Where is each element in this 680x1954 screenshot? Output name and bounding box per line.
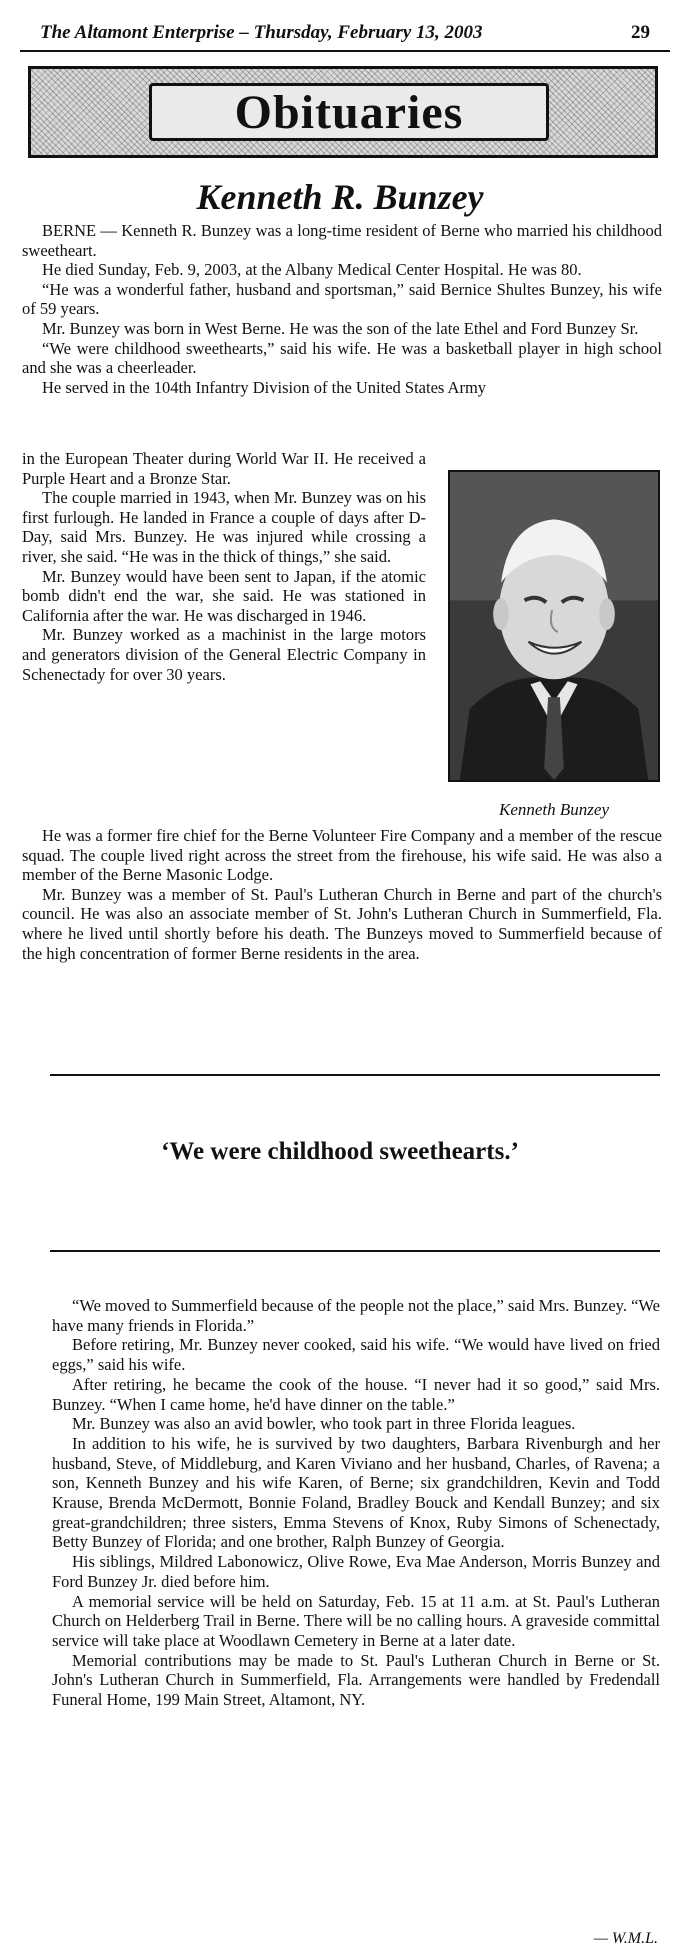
pull-quote-rule-top: [50, 1074, 660, 1076]
section-title: Obituaries: [149, 83, 549, 141]
paragraph: In addition to his wife, he is survived by two daughters, Barbara Rivenburgh and her husband, Steve, of Middleburg, and Karen Viviano and her husband, Charles, of Ravena; a son, Kenneth Bunzey and his wife Karen, of Berne; six grandchildren, Kevin and Todd Krause, Brenda McDermott, Bonnie Foland, Bradley Bouck and Kendall Bunzey; and six great-grandchildren; three sisters, Emma Stevens of Knox, Ruby Simons of Schenectady, Betty Bunzey of Florida; and one brother, Ralph Bunzey of Georgia.: [52, 1433, 660, 1552]
paragraph: A memorial service will be held on Saturday, Feb. 15 at 11 a.m. at St. Paul's Lutheran Church on Helderberg Trail in Berne. There will be no calling hours. A graveside committal service will take place at Woodlawn Cemetery in Berne at a later date.: [52, 1591, 660, 1650]
paragraph: “We moved to Summerfield because of the people not the place,” said Mrs. Bunzey. “We have many friends in Florida.”: [52, 1296, 660, 1335]
page-number: 29: [631, 22, 650, 43]
paragraph: Mr. Bunzey was a member of St. Paul's Lutheran Church in Berne and part of the church's council. He was also an associate member of St. John's Lutheran Church in Summerfield, Fla. where he lived until shortly before his death. The Bunzeys moved to Summerfield because of the high concentration of former Berne residents in the area.: [22, 884, 662, 963]
paragraph: Mr. Bunzey worked as a machinist in the large motors and generators division of the General Electric Company in Schenectady for over 30 years.: [22, 625, 426, 684]
pull-quote: ‘We were childhood sweethearts.’: [161, 1138, 519, 1165]
paragraph: in the European Theater during World War II. He received a Purple Heart and a Bronze Star.: [22, 449, 426, 488]
author-signoff: — W.M.L.: [593, 1930, 658, 1947]
obituary-name: Kenneth R. Bunzey: [196, 177, 484, 217]
pull-quote-rule-bottom: [50, 1250, 660, 1252]
photo-caption: Kenneth Bunzey: [499, 800, 609, 819]
paragraph: Mr. Bunzey would have been sent to Japan, if the atomic bomb didn't end the war, she said. He was stationed in California after the war. He was discharged in 1946.: [22, 566, 426, 625]
article-body-bottom: [52, 1296, 660, 1710]
article-body-beside-photo: [22, 449, 426, 684]
portrait-photo: [448, 470, 660, 782]
paragraph: “He was a wonderful father, husband and sportsman,” said Bernice Shultes Bunzey, his wife of 59 years.: [22, 279, 662, 319]
masthead-text: The Altamont Enterprise – Thursday, February 13, 2003: [40, 22, 483, 43]
portrait-illustration: [450, 472, 658, 780]
article-body-continued: [22, 826, 662, 963]
paragraph: He died Sunday, Feb. 9, 2003, at the Albany Medical Center Hospital. He was 80.: [42, 260, 582, 280]
masthead-line: [40, 22, 650, 44]
paragraph: After retiring, he became the cook of the house. “I never had it so good,” said Mrs. Bunzey. “When I came home, he'd have dinner on the table.”: [52, 1374, 660, 1414]
section-banner: [28, 66, 658, 158]
paragraph: His siblings, Mildred Labonowicz, Olive Rowe, Eva Mae Anderson, Morris Bunzey and Ford Bunzey Jr. died before him.: [52, 1552, 660, 1591]
paragraph: The couple married in 1943, when Mr. Bunzey was on his first furlough. He landed in France a couple of days after D-Day, said Mrs. Bunzey. He was injured while crossing a river, she said. “He was in the thick of things,” she said.: [22, 488, 426, 566]
article-body-top: [22, 221, 662, 397]
paragraph: Before retiring, Mr. Bunzey never cooked, said his wife. “We would have lived on fried eggs,” said his wife.: [52, 1335, 660, 1375]
paragraph: He was a former fire chief for the Berne Volunteer Fire Company and a member of the rescue squad. The couple lived right across the street from the firehouse, his wife said. He was also a member of the Berne Masonic Lodge.: [22, 826, 662, 885]
paragraph: Mr. Bunzey was also an avid bowler, who took part in three Florida leagues.: [72, 1414, 576, 1434]
paragraph: He served in the 104th Infantry Division of the United States Army: [42, 377, 487, 397]
paragraph: “We were childhood sweethearts,” said his wife. He was a basketball player in high school and she was a cheerleader.: [22, 338, 662, 378]
paragraph: BERNE — Kenneth R. Bunzey was a long-time resident of Berne who married his childhood sweetheart.: [22, 221, 662, 260]
masthead-rule: [20, 50, 670, 52]
paragraph: Memorial contributions may be made to St. Paul's Lutheran Church in Berne or St. John's Lutheran Church in Summerfield, Fla. Arrangements were handled by Fredendall Funeral Home, 199 Main Street, Altamont, NY.: [52, 1650, 660, 1710]
paragraph: Mr. Bunzey was born in West Berne. He was the son of the late Ethel and Ford Bunzey Sr.: [42, 318, 639, 338]
